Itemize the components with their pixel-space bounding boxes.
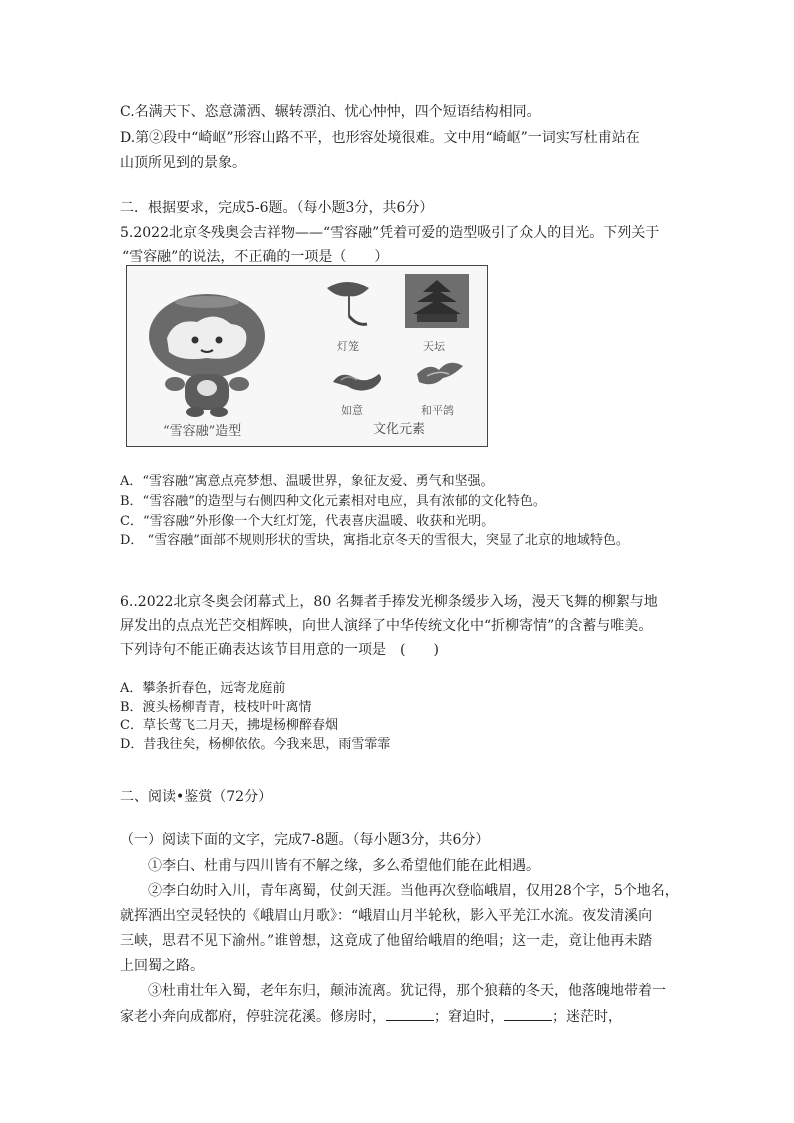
- q4-option-c: C.名满天下、恣意潇洒、辗转漂泊、忧心忡忡，四个短语结构相同。: [120, 104, 541, 120]
- fill-blank-1[interactable]: [386, 1006, 434, 1021]
- q4-option-d-line1: D.第②段中“崎岖”形容山路不平，也形容处境很难。文中用“崎岖”一词实写杜甫站在: [120, 130, 640, 146]
- mascot-badge: [197, 380, 217, 396]
- reading-paragraph-2-line3: 三峡，思君不见下渝州。”谁曾想，这竟成了他留给峨眉的绝唱；这一走，竟让他再未踏: [120, 933, 653, 949]
- mascot-foot-right: [210, 407, 228, 417]
- reading-paragraph-2-line2: 就挥洒出空灵轻快的《峨眉山月歌》：“峨眉山月半轮秋，影入平羌江水流。夜发清溪向: [120, 908, 653, 924]
- reading-paragraph-3-line2: [120, 1006, 622, 1027]
- reading-intro: （一）阅读下面的文字，完成7-8题。（每小题3分，共6分）: [120, 832, 490, 848]
- reading-text-hardship: ；窘迫时，: [434, 1009, 504, 1025]
- section-heading-5-6: 二．根据要求，完成5-6题。（每小题3分，共6分）: [120, 200, 434, 216]
- peace-dove-icon: [417, 363, 463, 384]
- label-temple-of-heaven: 天坛: [423, 340, 445, 353]
- mascot-eye-right: [216, 337, 223, 344]
- mascot-arm-left: [165, 377, 185, 391]
- label-peace-dove: 和平鸽: [421, 404, 454, 417]
- q6-option-b: B．渡头杨柳青青，枝枝叶叶离情: [120, 700, 312, 715]
- reading-paragraph-3-line1: ③杜甫壮年入蜀，老年东归，颠沛流离。犹记得，那个狼藉的冬天，他落魄地带着一: [148, 983, 666, 999]
- mascot-arm-right: [229, 377, 249, 391]
- q5-option-d: D． “雪容融”面部不规则形状的雪块，寓指北京冬天的雪很大，突显了北京的地域特色。: [120, 533, 629, 548]
- lantern-icon: [327, 282, 369, 296]
- mascot-head-top: [175, 296, 239, 308]
- mascot-foot-left: [186, 407, 204, 417]
- q5-option-a: A．“雪容融”寓意点亮梦想、温暖世界，象征友爱、勇气和坚强。: [120, 474, 494, 489]
- fill-blank-2[interactable]: [504, 1006, 552, 1021]
- q5-option-c: C．“雪容融”外形像一个大红灯笼，代表喜庆温暖、收获和光明。: [120, 514, 495, 529]
- caption-mascot-shape: “雪容融”造型: [163, 424, 242, 439]
- reading-paragraph-2-line4: 上回蜀之路。: [120, 958, 204, 974]
- label-ruyi: 如意: [341, 404, 363, 417]
- reading-paragraph-2-line1: ②李白幼时入川，青年离蜀，仗剑天涯。当他再次登临峨眉，仅用28个字，5个地名，: [148, 883, 679, 899]
- section-heading-reading: 二、阅读•鉴赏（72分）: [120, 789, 273, 805]
- q6-option-a: A．攀条折春色，远寄龙庭前: [120, 681, 286, 696]
- ruyi-icon: [333, 374, 381, 391]
- q6-stem-line3: 下列诗句不能正确表达该节目用意的一项是 ( ): [120, 642, 439, 658]
- q6-option-d: D．昔我往矣，杨柳依依。今我来思，雨雪霏霏: [120, 737, 391, 752]
- q6-stem-line2: 屏发出的点点光芒交相辉映，向世人演绎了中华传统文化中“折柳寄情”的含蓄与唯美。: [120, 618, 653, 634]
- reading-text-confusion: ；迷茫时，: [552, 1009, 622, 1025]
- reading-text-house-repair: 家老小奔向成都府，停驻浣花溪。修房时，: [120, 1009, 386, 1025]
- q6-stem-line1: 6..2022北京冬奥会闭幕式上，80 名舞者手捧发光柳条缓步入场，漫天飞舞的柳絮与地: [120, 594, 658, 610]
- q5-stem-line1: 5.2022北京冬残奥会吉祥物——“雪容融”凭着可爱的造型吸引了众人的目光。下列关于: [120, 225, 660, 241]
- q5-stem-line2: “雪容融”的说法，不正确的一项是（ ）: [122, 249, 389, 265]
- q4-option-d-line2: 山顶所见到的景象。: [120, 155, 246, 171]
- mascot-figure-art: [127, 266, 487, 446]
- mascot-eye-left: [192, 337, 199, 344]
- mascot-figure: [126, 265, 488, 447]
- reading-paragraph-1: ①李白、杜甫与四川皆有不解之缘，多么希望他们能在此相遇。: [148, 858, 540, 874]
- q6-option-c: C．草长莺飞二月天，拂堤杨柳醉春烟: [120, 718, 338, 733]
- caption-culture-elements: 文化元素: [373, 422, 426, 437]
- label-lantern: 灯笼: [337, 340, 359, 353]
- q5-option-b: B．“雪容融”的造型与右侧四种文化元素相对电应，具有浓郁的文化特色。: [120, 494, 546, 509]
